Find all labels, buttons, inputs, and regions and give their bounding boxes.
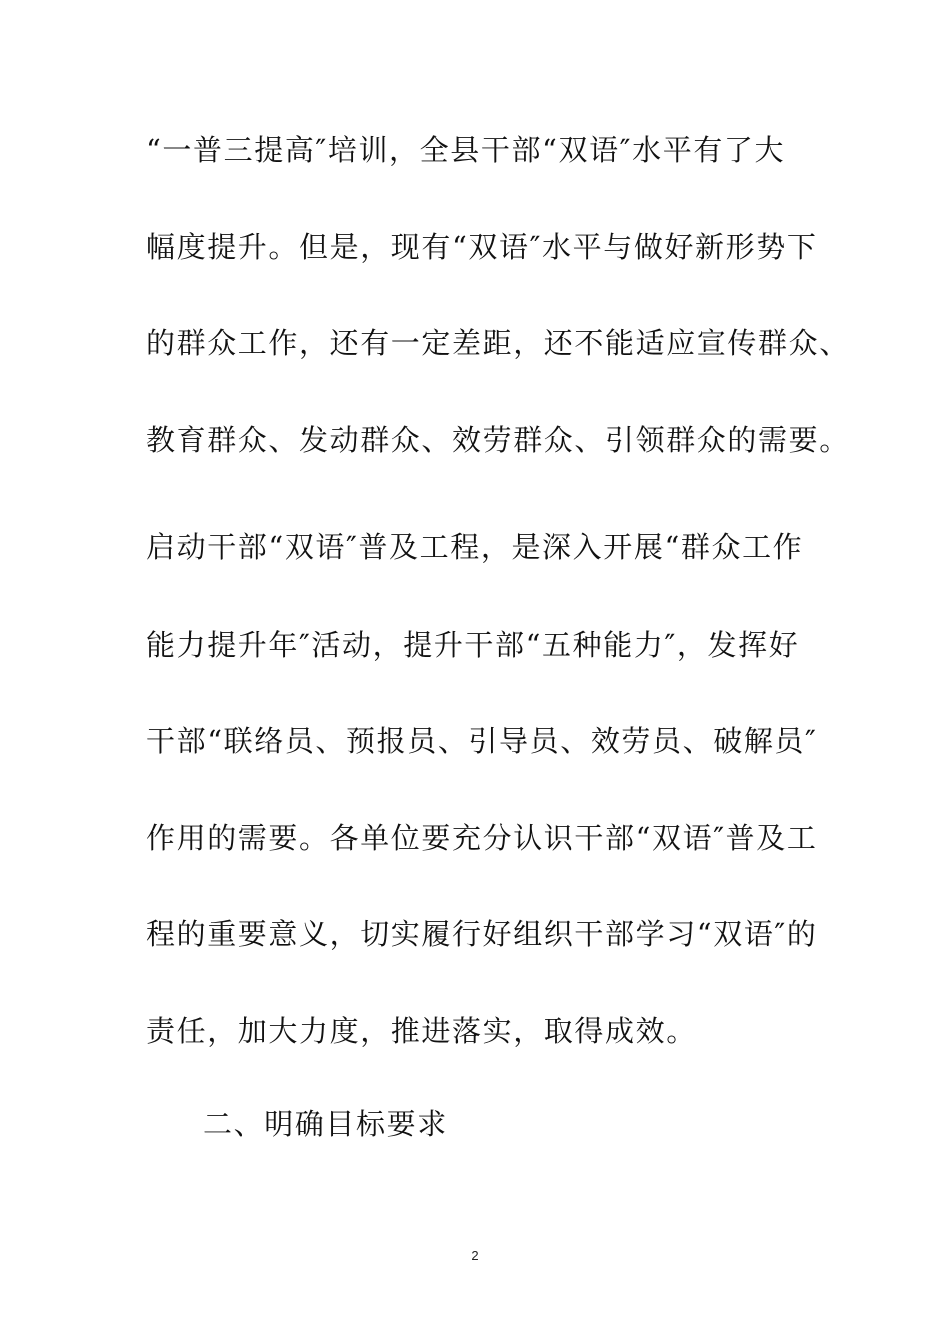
paragraph-line-2: 幅度提升。但是，现有“双语″水平与做好新形势下 [146,230,818,264]
paragraph-line-9: 程的重要意义，切实履行好组织干部学习“双语″的 [146,917,818,951]
page-number: 2 [471,1248,479,1263]
paragraph-line-4: 教育群众、发动群众、效劳群众、引领群众的需要。 [146,423,850,457]
paragraph-line-8: 作用的需要。各单位要充分认识干部“双语″普及工 [146,821,818,855]
section-heading: 二、明确目标要求 [203,1107,448,1141]
paragraph-line-10: 责任，加大力度，推进落实，取得成效。 [146,1014,697,1048]
paragraph-line-6: 能力提升年″活动，提升干部“五种能力″，发挥好 [146,628,800,662]
paragraph-line-7: 干部“联络员、预报员、引导员、效劳员、破解员″ [146,724,818,758]
paragraph-line-1: “一普三提高″培训，全县干部“双语″水平有了大 [146,133,786,167]
paragraph-line-5: 启动干部“双语″普及工程，是深入开展“群众工作 [146,530,804,564]
paragraph-line-3: 的群众工作，还有一定差距，还不能适应宣传群众、 [146,326,850,360]
